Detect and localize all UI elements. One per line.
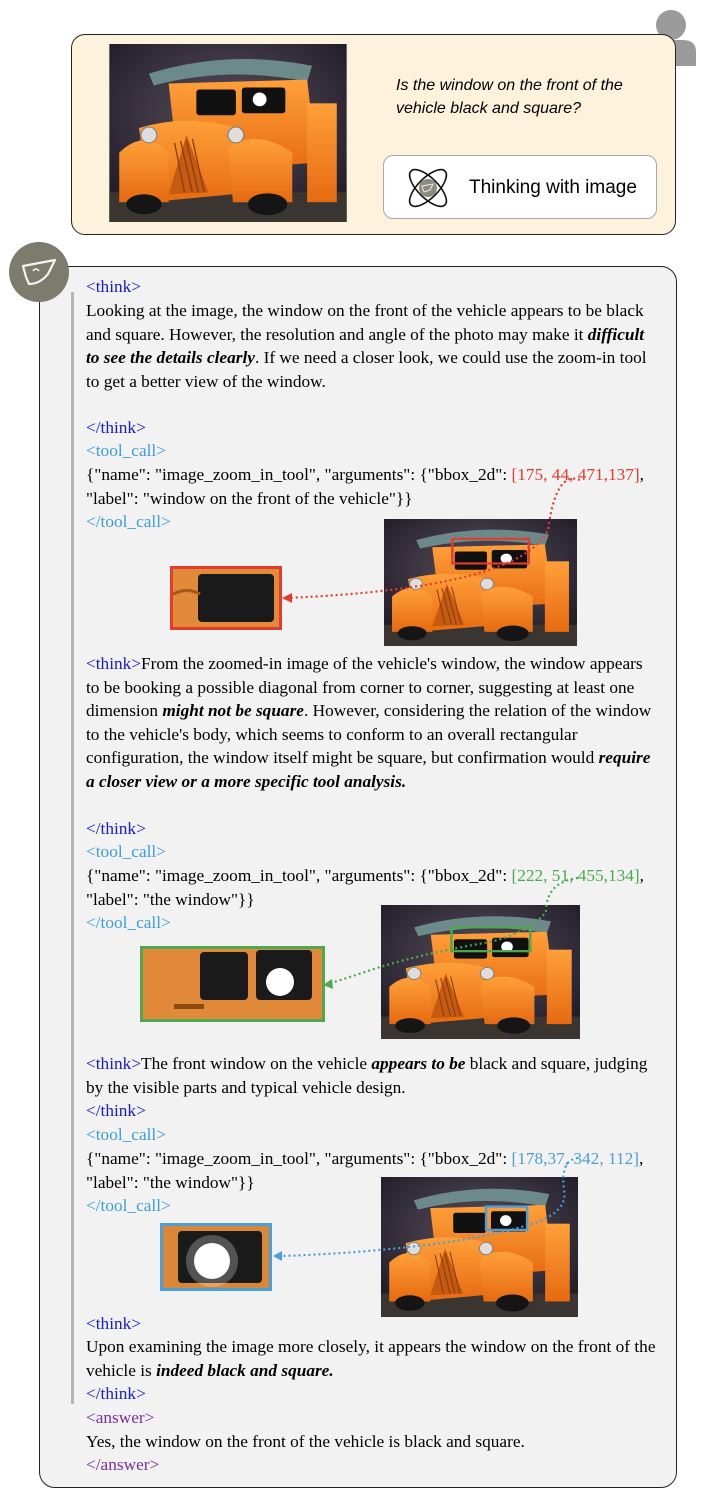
- answer-close-tag: </answer>: [86, 1455, 160, 1474]
- think-open-tag: <think>: [86, 1314, 142, 1333]
- thinking-with-image-button[interactable]: [383, 155, 657, 219]
- zoom-crop-2: [140, 946, 325, 1022]
- think-text-final: Upon examining the image more closely, it appears the window on the front of the vehicle is indeed black and square.: [86, 1337, 656, 1380]
- input-truck-image: [109, 44, 347, 222]
- reasoning-rule: [71, 292, 74, 1404]
- user-question: Is the window on the front of the vehicle black and square?: [396, 77, 623, 117]
- bbox-2: [222, 51, 455,134]: [511, 866, 640, 885]
- tool-call-close-tag: </tool_call>: [86, 913, 171, 932]
- bbox-3: [178,37, 342, 112]: [511, 1149, 640, 1168]
- think-close-tag: </think>: [86, 1101, 146, 1120]
- tool-call-close-tag: </tool_call>: [86, 512, 171, 531]
- think-text-3: <think>The front window on the vehicle appears to be black and square, judging by the visible parts and typical vehicle design.: [86, 1054, 648, 1097]
- think-close-tag: </think>: [86, 819, 146, 838]
- tool-call-open-tag: <tool_call>: [86, 842, 166, 861]
- zoom-arrow-2: [320, 872, 580, 992]
- tool-call-close-tag: </tool_call>: [86, 1196, 171, 1215]
- think-text-2: <think>From the zoomed-in image of the vehicle's window, the window appears to be booking a possible diagonal from corner to corner, suggesting at least one dimension might not be square. However, considering the relation of the window to the vehicle's body, which seems to conform to an overall rectangular configuration, the window itself might be square, but confirmation would require a closer view or a more specific tool analysis.: [86, 654, 652, 791]
- think-open-tag: <think>: [86, 277, 142, 296]
- bbox-1: [175, 44, 471,137]: [511, 465, 640, 484]
- answer-text: Yes, the window on the front of the vehicle is black and square.: [86, 1432, 525, 1451]
- zoom-crop-1: [170, 566, 282, 630]
- assistant-logo-icon: [8, 241, 70, 303]
- think-close-tag: </think>: [86, 1384, 146, 1403]
- tool-call-open-tag: <tool_call>: [86, 1125, 166, 1144]
- zoom-arrow-1: [280, 470, 580, 610]
- tool-call-open-tag: <tool_call>: [86, 441, 166, 460]
- zoom-crop-3: [160, 1223, 272, 1291]
- tool-call-2: {"name": "image_zoom_in_tool", "arguments": {"bbox_2d": [222, 51, 455,134], "label": "the window"}}: [86, 866, 644, 909]
- atom-icon: [402, 162, 454, 214]
- think-close-tag: </think>: [86, 418, 146, 437]
- tool-call-1: {"name": "image_zoom_in_tool", "arguments": {"bbox_2d": [175, 44, 471,137], "label": "window on the front of the vehicle"}}: [86, 465, 644, 508]
- mode-label: Thinking with image: [469, 177, 637, 198]
- think-text-1: Looking at the image, the window on the front of the vehicle appears to be black and square. However, the resolution and angle of the photo may make it difficult to see the details clearly. If we need a closer look, we could use the zoom-in tool to get a better view of the window.: [86, 301, 647, 391]
- answer-open-tag: <answer>: [86, 1408, 155, 1427]
- zoom-arrow-3: [268, 1150, 580, 1270]
- tool-call-3: {"name": "image_zoom_in_tool", "arguments": {"bbox_2d": [178,37, 342, 112], "label": "the window"}}: [86, 1149, 644, 1192]
